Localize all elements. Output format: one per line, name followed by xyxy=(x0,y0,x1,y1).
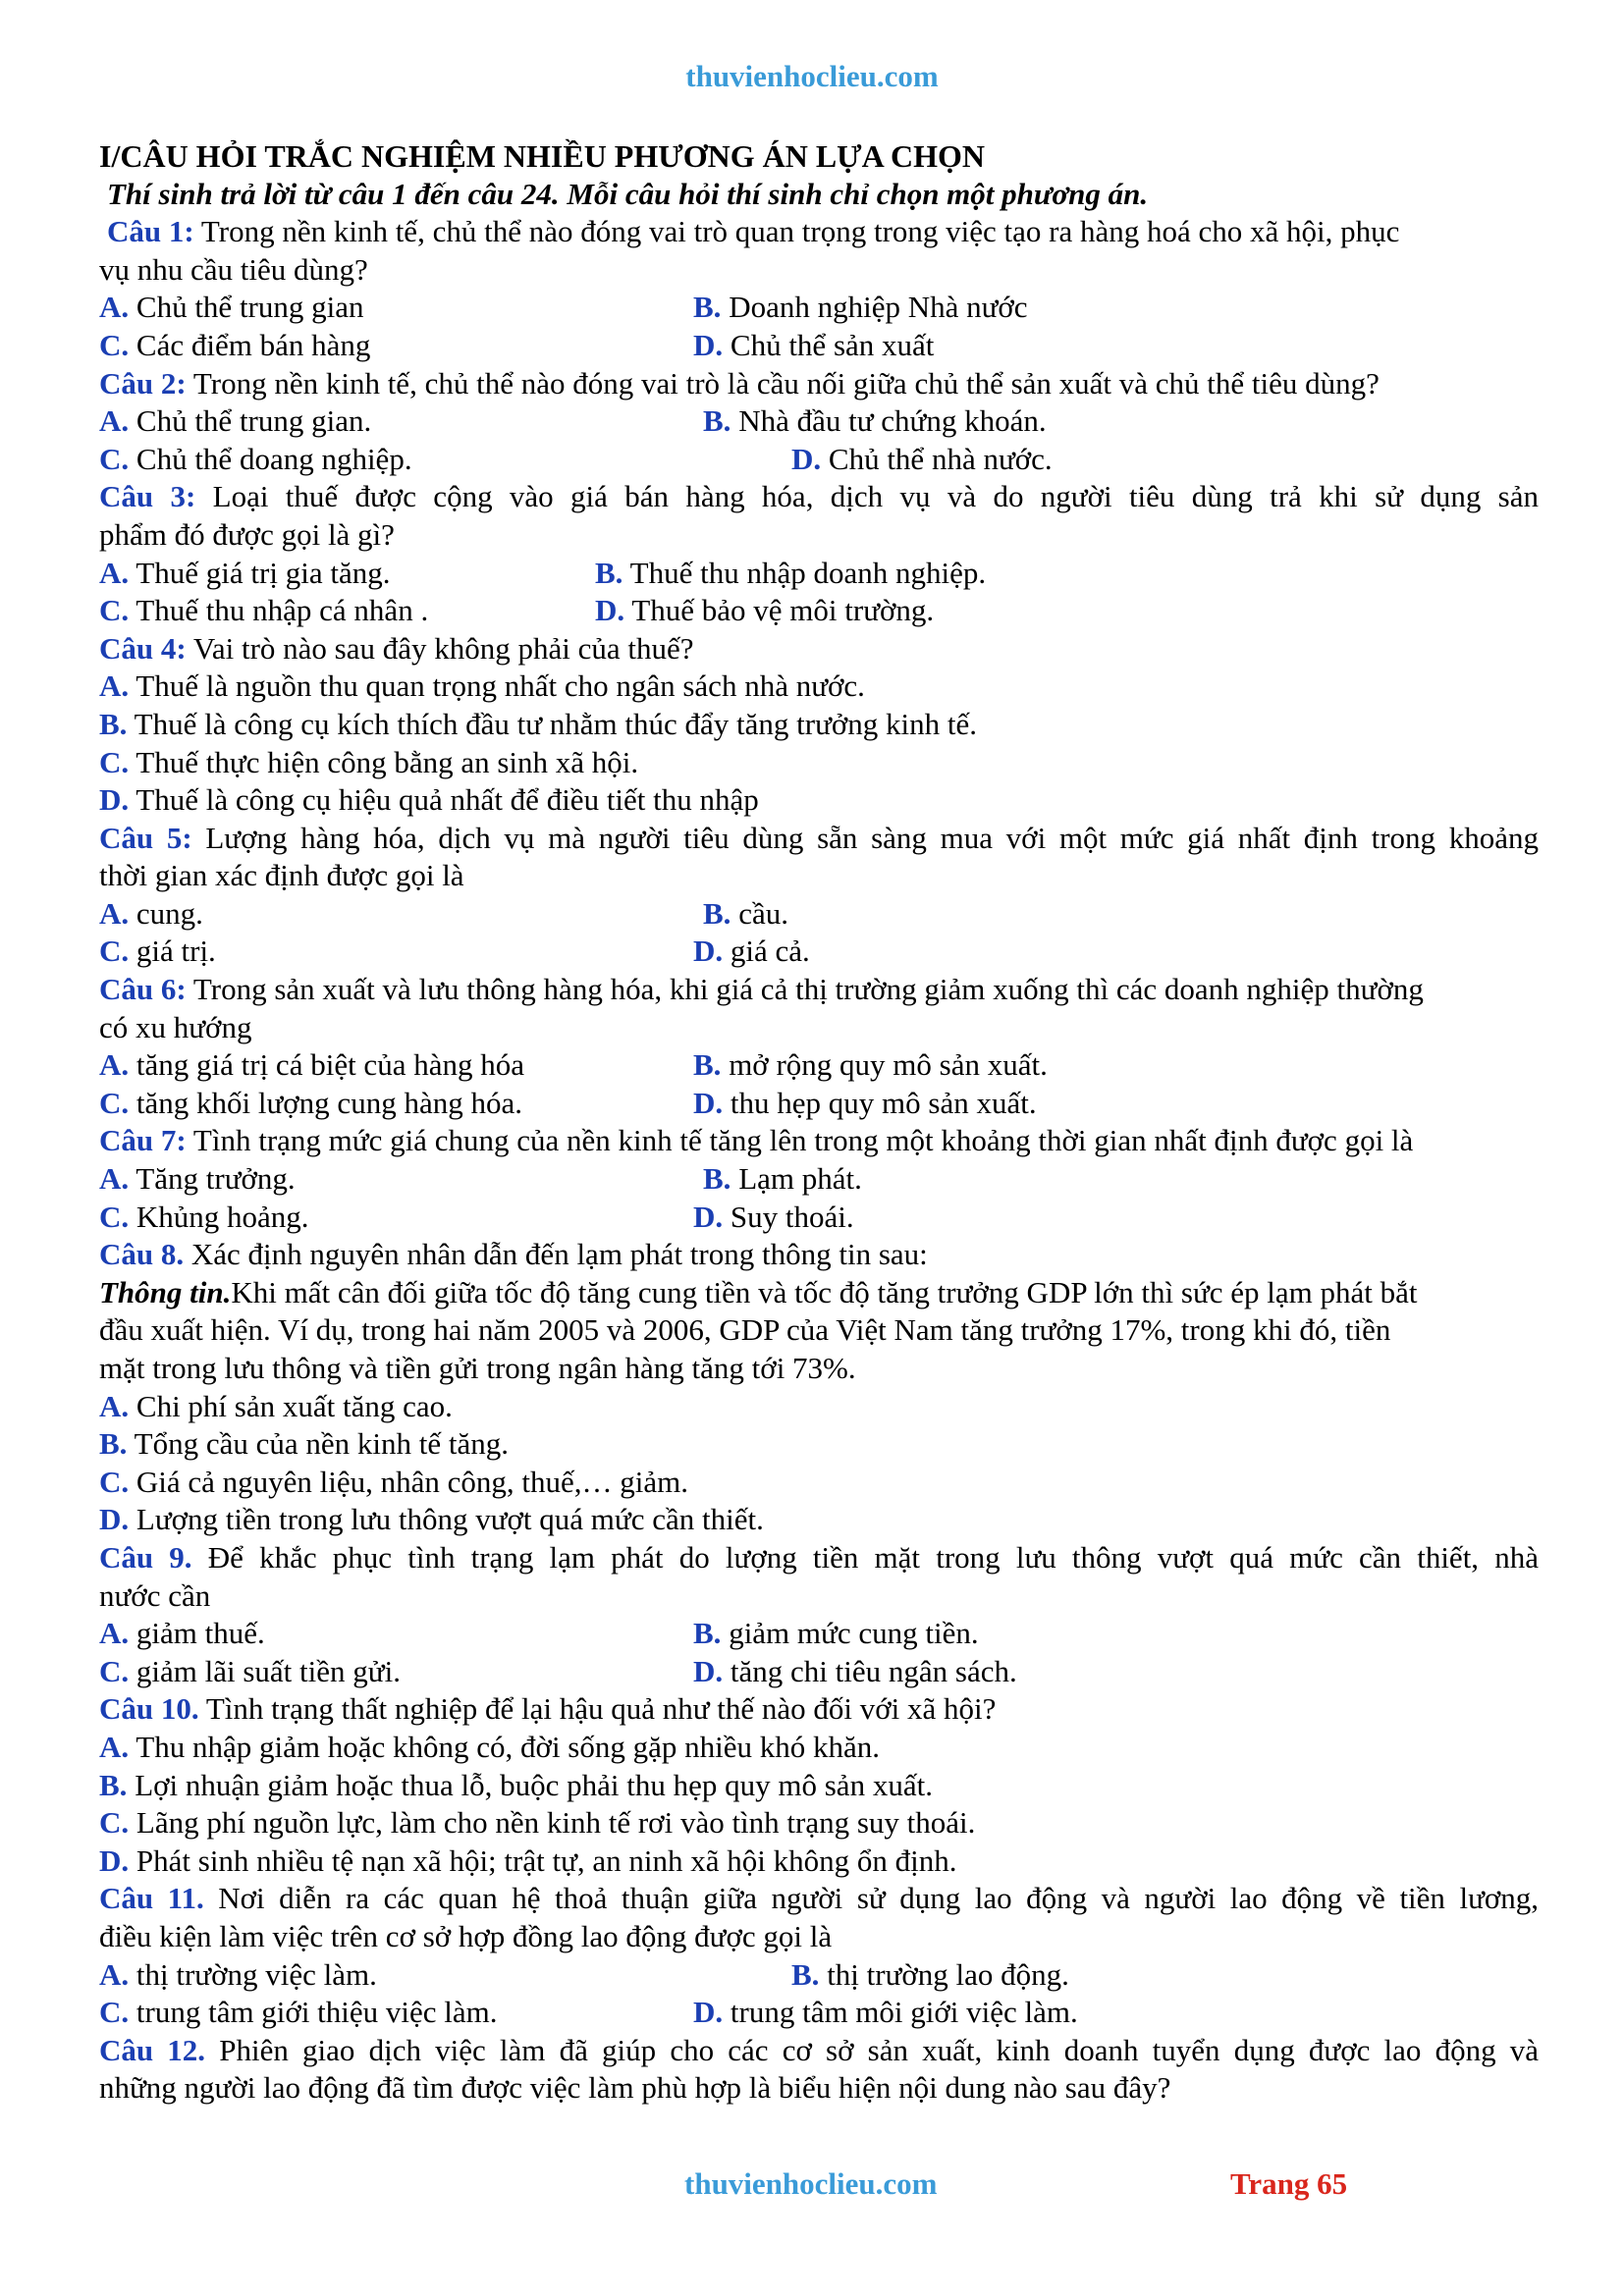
question-stem: Vai trò nào sau đây không phải của thuế? xyxy=(192,630,694,666)
question-stem: Trong nền kinh tế, chủ thể nào đóng vai trò là cầu nối giữa chủ thể sản xuất và chủ thể tiêu dùng? xyxy=(192,365,1380,400)
option-d[interactable] xyxy=(791,441,1053,479)
option-text: Lạm phát. xyxy=(738,1161,862,1197)
page-header xyxy=(0,59,1624,94)
option-b[interactable] xyxy=(703,402,1047,441)
option-text: Thuế bảo vệ môi trường. xyxy=(631,593,935,628)
question-stem: Trong nền kinh tế, chủ thể nào đóng vai trò quan trọng trong việc tạo ra hàng hoá cho xã hội, phục xyxy=(200,214,1400,249)
question-stem: Lượng hàng hóa, dịch vụ mà người tiêu dùng sẵn sàng mua với một mức giá nhất định trong khoảng xyxy=(205,820,1540,855)
question-stem: Phiên giao dịch việc làm đã giúp cho các cơ sở sản xuất, kinh doanh tuyển dụng được lao động và xyxy=(219,2032,1539,2067)
question-2 xyxy=(99,365,1539,403)
option-text: Các điểm bán hàng xyxy=(135,327,371,362)
option-letter: B. xyxy=(99,1767,128,1802)
options-row xyxy=(99,895,1539,934)
page-number-value: 65 xyxy=(1317,2166,1348,2201)
question-6 xyxy=(99,971,1539,1009)
option-letter: D. xyxy=(693,1995,724,2030)
option-d[interactable] xyxy=(693,1199,854,1237)
option-letter: D. xyxy=(693,1653,724,1688)
option-letter: A. xyxy=(99,1047,130,1083)
question-number: Câu 11. xyxy=(99,1881,204,1916)
option-letter: A. xyxy=(99,290,130,325)
option-a[interactable] xyxy=(99,1956,791,1995)
question-stem: Tình trạng mức giá chung của nền kinh tế tăng lên trong một khoảng thời gian nhất định được gọi là xyxy=(192,1123,1414,1158)
options-row xyxy=(99,1994,1539,2032)
option-text: cầu. xyxy=(738,895,788,931)
option-text: Thuế là nguồn thu quan trọng nhất cho ngân sách nhà nước. xyxy=(135,668,865,704)
option-a[interactable] xyxy=(99,1615,693,1653)
question-number: Câu 3: xyxy=(99,479,196,514)
page-number xyxy=(1230,2166,1347,2202)
option-letter: C. xyxy=(99,1995,130,2030)
question-stem: Xác định nguyên nhân dẫn đến lạm phát trong thông tin sau: xyxy=(190,1237,928,1272)
option-letter: D. xyxy=(99,782,130,818)
options-row xyxy=(99,1085,1539,1123)
options-row xyxy=(99,592,1539,630)
question-number: Câu 4: xyxy=(99,630,187,666)
option-text: Thuế thu nhập doanh nghiệp. xyxy=(629,555,987,590)
option-text: giảm mức cung tiền. xyxy=(729,1616,979,1651)
option-letter: D. xyxy=(595,593,625,628)
option-letter: C. xyxy=(99,934,130,969)
question-number: Câu 6: xyxy=(99,972,187,1007)
option-d[interactable] xyxy=(693,1994,1078,2032)
option-text: Thu nhập giảm hoặc không có, đời sống gặp nhiều khó khăn. xyxy=(135,1729,881,1764)
option-b[interactable] xyxy=(693,1615,979,1653)
option-letter: B. xyxy=(703,1161,731,1197)
option-d[interactable] xyxy=(99,781,1539,820)
option-letter: B. xyxy=(693,290,722,325)
option-letter: C. xyxy=(99,1085,130,1120)
option-b[interactable] xyxy=(99,1767,1539,1805)
option-d[interactable] xyxy=(99,1501,1539,1539)
option-letter: C. xyxy=(99,1653,130,1688)
options-row xyxy=(99,1653,1539,1691)
option-c[interactable] xyxy=(99,441,791,479)
options-row xyxy=(99,327,1539,365)
question-stem-continued: phẩm đó được gọi là gì? xyxy=(99,516,395,552)
option-text: Tổng cầu của nền kinh tế tăng. xyxy=(134,1426,509,1462)
info-paragraph xyxy=(99,1274,1539,1312)
options-row xyxy=(99,1199,1539,1237)
option-b[interactable] xyxy=(693,289,1028,327)
question-12 xyxy=(99,2032,1539,2070)
option-letter: B. xyxy=(595,555,623,590)
instruction-text: Thí sinh trả lời từ câu 1 đến câu 24. Mỗi câu hỏi thí sinh chỉ chọn một phương án. xyxy=(107,176,1149,211)
option-text: Chủ thể doang nghiệp. xyxy=(135,441,412,476)
question-9 xyxy=(99,1539,1539,1577)
option-letter: B. xyxy=(693,1616,722,1651)
options-row xyxy=(99,441,1539,479)
question-stem-continued: có xu hướng xyxy=(99,1009,252,1044)
option-text: mở rộng quy mô sản xuất. xyxy=(729,1047,1048,1083)
option-letter: C. xyxy=(99,744,130,779)
info-text: đầu xuất hiện. Ví dụ, trong hai năm 2005 và 2006, GDP của Việt Nam tăng trưởng 17%, trong khi đó, tiền xyxy=(99,1312,1391,1348)
option-letter: A. xyxy=(99,1161,130,1197)
option-d[interactable] xyxy=(693,933,810,971)
question-3 xyxy=(99,478,1539,516)
option-letter: D. xyxy=(99,1502,130,1537)
option-text: tăng chi tiêu ngân sách. xyxy=(730,1653,1017,1688)
option-a[interactable] xyxy=(99,1729,1539,1767)
option-letter: D. xyxy=(693,327,724,362)
option-a[interactable] xyxy=(99,555,595,593)
question-8 xyxy=(99,1236,1539,1274)
page-label: Trang xyxy=(1230,2166,1310,2201)
info-label: Thông tin. xyxy=(99,1274,232,1309)
option-text: Chủ thể nhà nước. xyxy=(828,441,1053,476)
option-text: Lãng phí nguồn lực, làm cho nền kinh tế rơi vào tình trạng suy thoái. xyxy=(135,1805,976,1841)
option-letter: C. xyxy=(99,327,130,362)
option-c[interactable] xyxy=(99,1804,1539,1842)
option-letter: A. xyxy=(99,1956,130,1992)
option-d[interactable] xyxy=(693,1085,1037,1123)
option-letter: B. xyxy=(703,895,731,931)
question-stem: Loại thuế được cộng vào giá bán hàng hóa, dịch vụ và do người tiêu dùng trả khi sử dụng sản xyxy=(212,479,1539,514)
option-text: Thuế là công cụ kích thích đầu tư nhằm thúc đẩy tăng trưởng kinh tế. xyxy=(134,706,977,741)
option-c[interactable] xyxy=(99,1199,693,1237)
option-d[interactable] xyxy=(693,327,934,365)
options-row xyxy=(99,555,1539,593)
options-row xyxy=(99,402,1539,441)
options-row xyxy=(99,933,1539,971)
section-title: I/CÂU HỎI TRẮC NGHIỆM NHIỀU PHƯƠNG ÁN LỰA CHỌN xyxy=(99,138,985,174)
option-text: Thuế là công cụ hiệu quả nhất để điều tiết thu nhập xyxy=(135,782,759,818)
option-c[interactable] xyxy=(99,592,595,630)
option-c[interactable] xyxy=(99,327,693,365)
option-b[interactable] xyxy=(703,1160,862,1199)
option-text: Chủ thể trung gian. xyxy=(135,403,372,439)
question-number: Câu 7: xyxy=(99,1123,187,1158)
option-text: tăng khối lượng cung hàng hóa. xyxy=(135,1085,522,1120)
option-b[interactable] xyxy=(791,1956,1069,1995)
option-text: cung. xyxy=(135,895,203,931)
option-c[interactable] xyxy=(99,744,1539,782)
option-b[interactable] xyxy=(99,1425,1539,1464)
option-a[interactable] xyxy=(99,1160,703,1199)
option-letter: B. xyxy=(703,403,731,439)
option-letter: D. xyxy=(99,1842,130,1878)
question-number: Câu 12. xyxy=(99,2032,206,2067)
option-c[interactable] xyxy=(99,1653,693,1691)
option-a[interactable] xyxy=(99,402,703,441)
option-d[interactable] xyxy=(693,1653,1017,1691)
option-letter: C. xyxy=(99,1464,130,1499)
option-text: giá cả. xyxy=(730,934,810,969)
options-row xyxy=(99,1046,1539,1085)
option-text: Chi phí sản xuất tăng cao. xyxy=(135,1388,453,1423)
option-b[interactable] xyxy=(99,706,1539,744)
option-text: thị trường việc làm. xyxy=(135,1956,377,1992)
option-d[interactable] xyxy=(595,592,934,630)
option-text: giảm thuế. xyxy=(135,1616,265,1651)
options-row xyxy=(99,1160,1539,1199)
option-d[interactable] xyxy=(99,1842,1539,1881)
question-5 xyxy=(99,820,1539,858)
option-letter: A. xyxy=(99,555,130,590)
question-stem-continued: điều kiện làm việc trên cơ sở hợp đồng lao động được gọi là xyxy=(99,1918,833,1953)
options-row xyxy=(99,289,1539,327)
option-text: Chủ thể trung gian xyxy=(135,290,364,325)
question-stem-continued: những người lao động đã tìm được việc làm phù hợp là biểu hiện nội dung nào sau đây? xyxy=(99,2070,1171,2106)
option-a[interactable] xyxy=(99,895,703,934)
option-letter: C. xyxy=(99,593,130,628)
option-c[interactable] xyxy=(99,1994,693,2032)
option-text: Thuế thực hiện công bằng an sinh xã hội. xyxy=(135,744,639,779)
question-stem-continued: vụ nhu cầu tiêu dùng? xyxy=(99,251,368,287)
question-stem: Trong sản xuất và lưu thông hàng hóa, khi giá cả thị trường giảm xuống thì các doanh nghiệp thường xyxy=(192,972,1424,1007)
option-letter: B. xyxy=(693,1047,722,1083)
option-text: trung tâm giới thiệu việc làm. xyxy=(135,1995,498,2030)
option-text: Lợi nhuận giảm hoặc thua lỗ, buộc phải thu hẹp quy mô sản xuất. xyxy=(135,1767,933,1802)
option-letter: A. xyxy=(99,1729,130,1764)
option-letter: D. xyxy=(693,1199,724,1234)
option-b[interactable] xyxy=(703,895,788,934)
option-letter: B. xyxy=(99,1426,128,1462)
question-stem-continued: thời gian xác định được gọi là xyxy=(99,858,464,893)
question-number: Câu 1: xyxy=(107,214,194,249)
question-number: Câu 5: xyxy=(99,820,192,855)
option-c[interactable] xyxy=(99,1085,693,1123)
question-number: Câu 9. xyxy=(99,1539,192,1575)
question-1 xyxy=(99,213,1539,251)
option-text: giảm lãi suất tiền gửi. xyxy=(135,1653,401,1688)
options-row xyxy=(99,1956,1539,1995)
option-text: Khủng hoảng. xyxy=(135,1199,309,1234)
option-text: Doanh nghiệp Nhà nước xyxy=(729,290,1028,325)
option-text: tăng giá trị cá biệt của hàng hóa xyxy=(135,1047,524,1083)
option-letter: D. xyxy=(693,934,724,969)
option-text: Thuế thu nhập cá nhân . xyxy=(135,593,429,628)
option-letter: C. xyxy=(99,1199,130,1234)
option-letter: B. xyxy=(791,1956,820,1992)
question-stem: Để khắc phục tình trạng lạm phát do lượng tiền mặt trong lưu thông vượt quá mức cần thiết, nhà xyxy=(207,1539,1539,1575)
option-a[interactable] xyxy=(99,289,693,327)
info-text: mặt trong lưu thông và tiền gửi trong ngân hàng tăng tới 73%. xyxy=(99,1351,856,1385)
option-text: thu hẹp quy mô sản xuất. xyxy=(730,1085,1037,1120)
option-letter: C. xyxy=(99,1805,130,1841)
option-b[interactable] xyxy=(693,1046,1048,1085)
option-text: Nhà đầu tư chứng khoán. xyxy=(738,403,1047,439)
header-site-name[interactable]: thuvienhoclieu.com xyxy=(685,59,939,93)
option-a[interactable] xyxy=(99,667,1539,706)
option-letter: D. xyxy=(791,441,822,476)
option-letter: A. xyxy=(99,895,130,931)
question-content xyxy=(99,137,1539,2108)
question-10 xyxy=(99,1690,1539,1729)
option-letter: D. xyxy=(693,1085,724,1120)
option-text: Thuế giá trị gia tăng. xyxy=(135,555,391,590)
option-a[interactable] xyxy=(99,1046,693,1085)
option-text: Suy thoái. xyxy=(730,1199,854,1234)
info-text: Khi mất cân đối giữa tốc độ tăng cung tiền và tốc độ tăng trưởng GDP lớn thì sức ép lạm phát bắt xyxy=(231,1274,1418,1309)
page-footer xyxy=(0,2166,1624,2206)
option-text: Tăng trưởng. xyxy=(135,1161,296,1197)
question-stem: Tình trạng thất nghiệp để lại hậu quả như thế nào đối với xã hội? xyxy=(205,1691,997,1727)
footer-site-name[interactable]: thuvienhoclieu.com xyxy=(684,2166,938,2201)
options-row xyxy=(99,1615,1539,1653)
question-number: Câu 10. xyxy=(99,1691,199,1727)
option-text: Chủ thể sản xuất xyxy=(730,327,935,362)
option-c[interactable] xyxy=(99,933,693,971)
option-text: giá trị. xyxy=(135,934,216,969)
option-text: Phát sinh nhiều tệ nạn xã hội; trật tự, an ninh xã hội không ổn định. xyxy=(135,1842,957,1878)
question-4 xyxy=(99,630,1539,668)
option-text: thị trường lao động. xyxy=(827,1956,1069,1992)
option-text: trung tâm môi giới việc làm. xyxy=(730,1995,1078,2030)
option-a[interactable] xyxy=(99,1388,1539,1426)
option-text: Lượng tiền trong lưu thông vượt quá mức cần thiết. xyxy=(135,1502,764,1537)
question-number: Câu 2: xyxy=(99,365,187,400)
option-letter: A. xyxy=(99,1616,130,1651)
option-letter: A. xyxy=(99,668,130,704)
question-stem: Nơi diễn ra các quan hệ thoả thuận giữa người sử dụng lao động và người lao động về tiền lương, xyxy=(218,1881,1540,1916)
option-letter: C. xyxy=(99,441,130,476)
option-letter: A. xyxy=(99,403,130,439)
question-11 xyxy=(99,1880,1539,1918)
question-number: Câu 8. xyxy=(99,1237,185,1272)
option-letter: B. xyxy=(99,706,128,741)
option-text: Giá cả nguyên liệu, nhân công, thuế,… giảm. xyxy=(135,1464,689,1499)
option-letter: A. xyxy=(99,1388,130,1423)
question-7 xyxy=(99,1122,1539,1160)
option-c[interactable] xyxy=(99,1464,1539,1502)
question-stem-continued: nước cần xyxy=(99,1577,211,1613)
option-b[interactable] xyxy=(595,555,986,593)
